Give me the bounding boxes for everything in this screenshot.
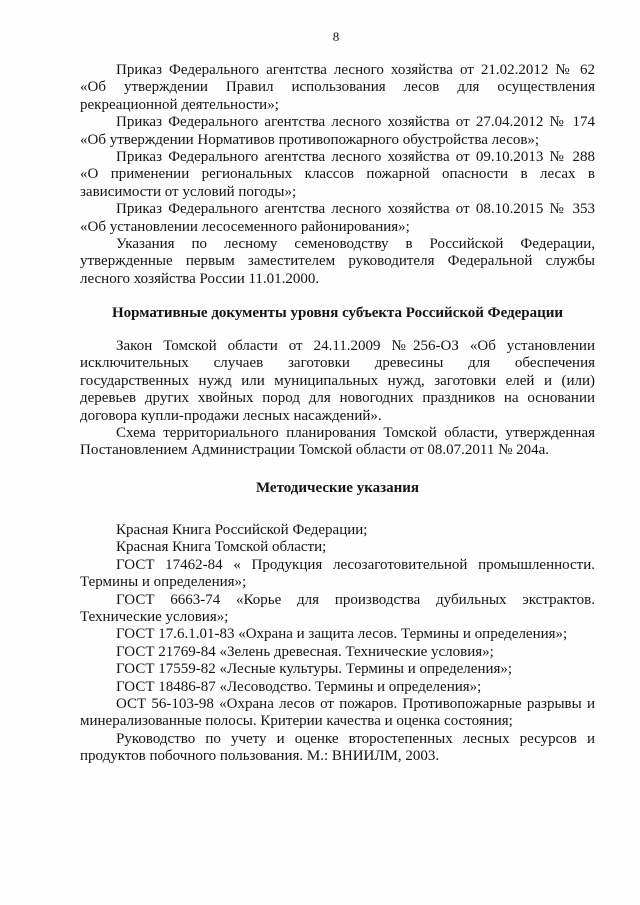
text-line: Приказ Федерального агентства лесного хозяйства от 27.04.2012 № 174 [116, 114, 595, 131]
paragraph [80, 201, 595, 236]
text-line: «Об утверждении Правил использования лесов для осуществления [80, 79, 595, 96]
regional-documents-block [80, 338, 595, 460]
text-line: Указания по лесному семеноводству в Российской Федерации, [116, 235, 595, 252]
text-line: ОСТ 56-103-98 «Охрана лесов от пожаров. Противопожарные разрывы и [116, 695, 595, 712]
text-line: ГОСТ 17559-82 «Лесные культуры. Термины и определения»; [116, 661, 513, 678]
text-line: ГОСТ 6663-74 «Корье для производства дубильных экстрактов. [116, 591, 595, 608]
paragraph [80, 114, 595, 149]
paragraph [80, 338, 595, 425]
text-line: утвержденные первым заместителем руководителя Федеральной службы [80, 253, 595, 270]
text-line: Постановлением Администрации Томской области от 08.07.2011 № 204а. [80, 442, 550, 459]
text-line: государственных нужд или муниципальных нужд, заготовки елей и (или) [80, 372, 595, 389]
page-number: 8 [332, 29, 340, 44]
text-line: зависимости от условий погоды»; [80, 183, 297, 200]
text-line: рекреационной деятельности»; [80, 96, 279, 113]
list-item [80, 522, 595, 539]
text-line: Термины и определения»; [80, 574, 247, 591]
text-line: «О применении региональных классов пожарной опасности в лесах в [80, 166, 595, 183]
text-line: ГОСТ 17.6.1.01-83 «Охрана и защита лесов. Термины и определения»; [116, 626, 568, 643]
text-line: деревьев других хвойных пород для новогодних праздников на основании [80, 390, 595, 407]
list-item [80, 679, 595, 696]
text-line: «Об утверждении Нормативов противопожарного обустройства лесов»; [80, 131, 540, 148]
text-line: минерализованные полосы. Критерии качества и оценка состояния; [80, 713, 513, 730]
text-line: «Об установлении лесосеменного районирования»; [80, 218, 410, 235]
list-item [80, 661, 595, 678]
text-line: Схема территориального планирования Томской области, утвержденная [116, 424, 595, 441]
text-line: лесного хозяйства России 11.01.2000. [80, 270, 320, 287]
list-item [80, 696, 595, 731]
list-item [80, 626, 595, 643]
text-line: Технические условия»; [80, 608, 229, 625]
text-line: Приказ Федерального агентства лесного хозяйства от 21.02.2012 № 62 [116, 62, 595, 78]
text-line: Приказ Федерального агентства лесного хозяйства от 09.10.2013 № 288 [116, 148, 595, 165]
paragraph [80, 236, 595, 288]
text-line: ГОСТ 18486-87 «Лесоводство. Термины и определения»; [116, 678, 482, 695]
text-line: Красная Книга Российской Федерации; [116, 522, 368, 538]
text-line: Руководство по учету и оценке второстепенных лесных ресурсов и [116, 730, 595, 747]
text-line: ГОСТ 21769-84 «Зелень древесная. Технические условия»; [116, 643, 494, 660]
methodical-list [80, 522, 595, 765]
list-item [80, 557, 595, 592]
text-line: договора купли-продажи лесных насаждений». [80, 407, 382, 424]
section-heading-regional: Нормативные документы уровня субъекта Российской Федерации [111, 305, 564, 321]
list-item [80, 539, 595, 556]
text-line: ГОСТ 17462-84 « Продукция лесозаготовительной промышленности. [116, 556, 595, 573]
list-item [80, 644, 595, 661]
paragraph [80, 62, 595, 114]
section-heading-methodical: Методические указания [255, 480, 420, 496]
paragraph [80, 149, 595, 201]
text-line: исключительных случаев заготовки древесины для обеспечения [80, 355, 595, 372]
text-line: Закон Томской области от 24.11.2009 №256-ОЗ «Об установлении [116, 338, 595, 354]
text-line: Приказ Федерального агентства лесного хозяйства от 08.10.2015 № 353 [116, 201, 595, 218]
list-item [80, 731, 595, 766]
paragraph [80, 425, 595, 460]
text-line: продуктов побочного пользования. М.: ВНИИЛМ, 2003. [80, 748, 440, 765]
list-item [80, 592, 595, 627]
federal-documents-block [80, 62, 595, 288]
text-line: Красная Книга Томской области; [116, 539, 327, 556]
